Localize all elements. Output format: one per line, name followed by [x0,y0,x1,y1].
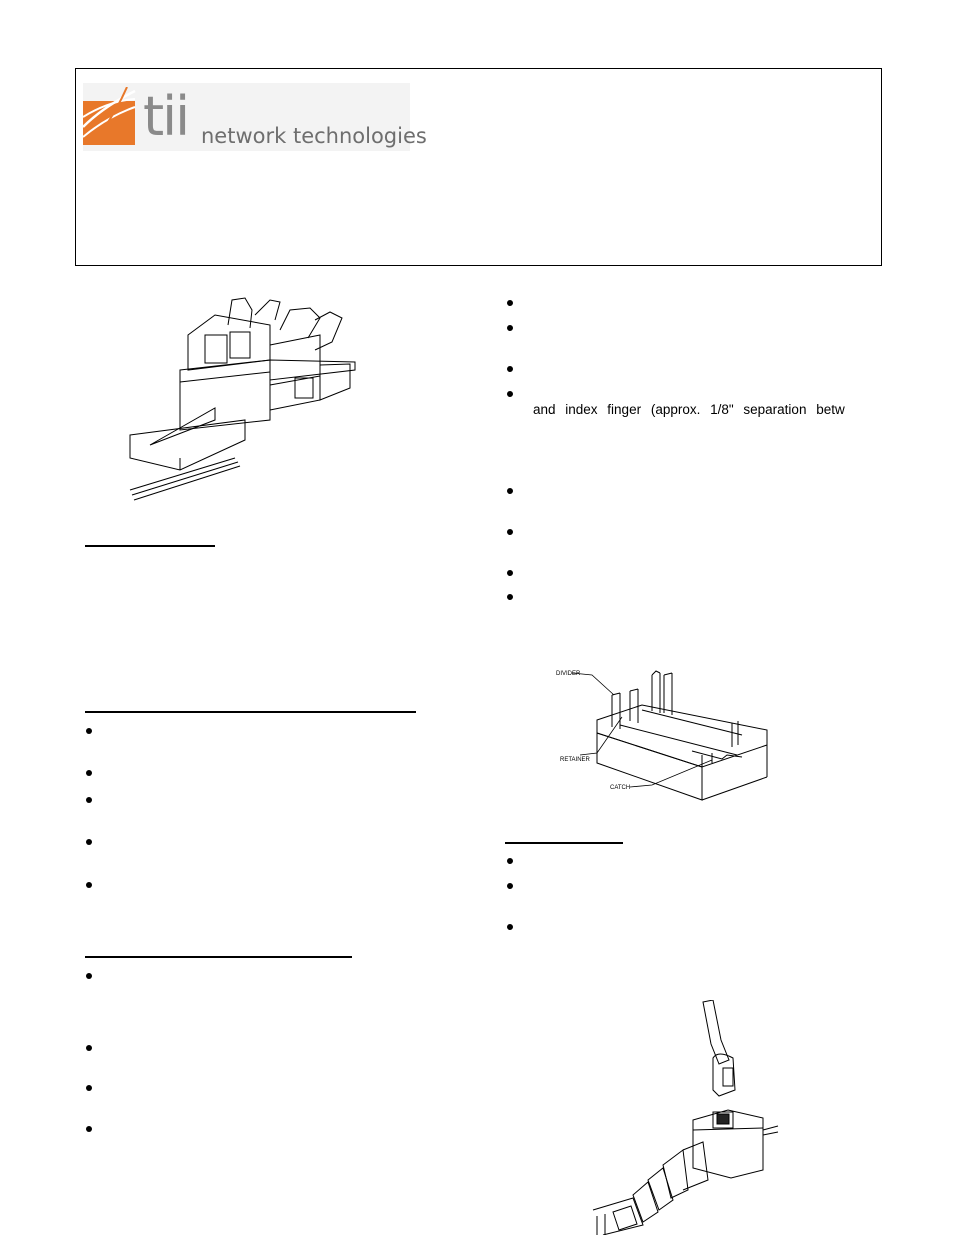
bullet-dot-icon [507,883,513,889]
section-heading-rule [85,545,215,547]
retainer-label: RETAINER [560,757,590,763]
bullet-dot-icon [86,882,92,888]
plug-insertion-figure [583,1000,783,1235]
bullet-dot-icon [507,391,513,397]
section-heading-rule [85,711,416,713]
section-heading-rule [85,956,352,958]
connector-module-figure [120,290,360,515]
tii-logo-mark-icon [83,87,137,145]
logo-tagline: network technologies [201,124,427,148]
bullet-dot-icon [507,325,513,331]
bullet-dot-icon [86,1126,92,1132]
housing-tray-figure [552,655,777,805]
bullet-dot-icon [507,300,513,306]
bullet-dot-icon [507,858,513,864]
catch-label: CATCH [610,785,631,791]
divider-label: DIVIDER [556,671,581,677]
bullet-dot-icon [507,488,513,494]
bullet-dot-icon [507,594,513,600]
bullet-dot-icon [86,1085,92,1091]
section-heading-rule [505,842,623,844]
bullet-dot-icon [507,529,513,535]
bullet-dot-icon [86,839,92,845]
company-logo [83,83,427,151]
bullet-dot-icon [86,973,92,979]
bullet-dot-icon [507,570,513,576]
bullet-dot-icon [86,1045,92,1051]
instruction-text-fragment: and index finger (approx. 1/8" separation betw [533,402,845,417]
bullet-dot-icon [86,797,92,803]
bullet-dot-icon [507,924,513,930]
bullet-dot-icon [86,770,92,776]
bullet-dot-icon [86,728,92,734]
bullet-dot-icon [507,366,513,372]
logo-brand-text: tii [143,85,189,148]
